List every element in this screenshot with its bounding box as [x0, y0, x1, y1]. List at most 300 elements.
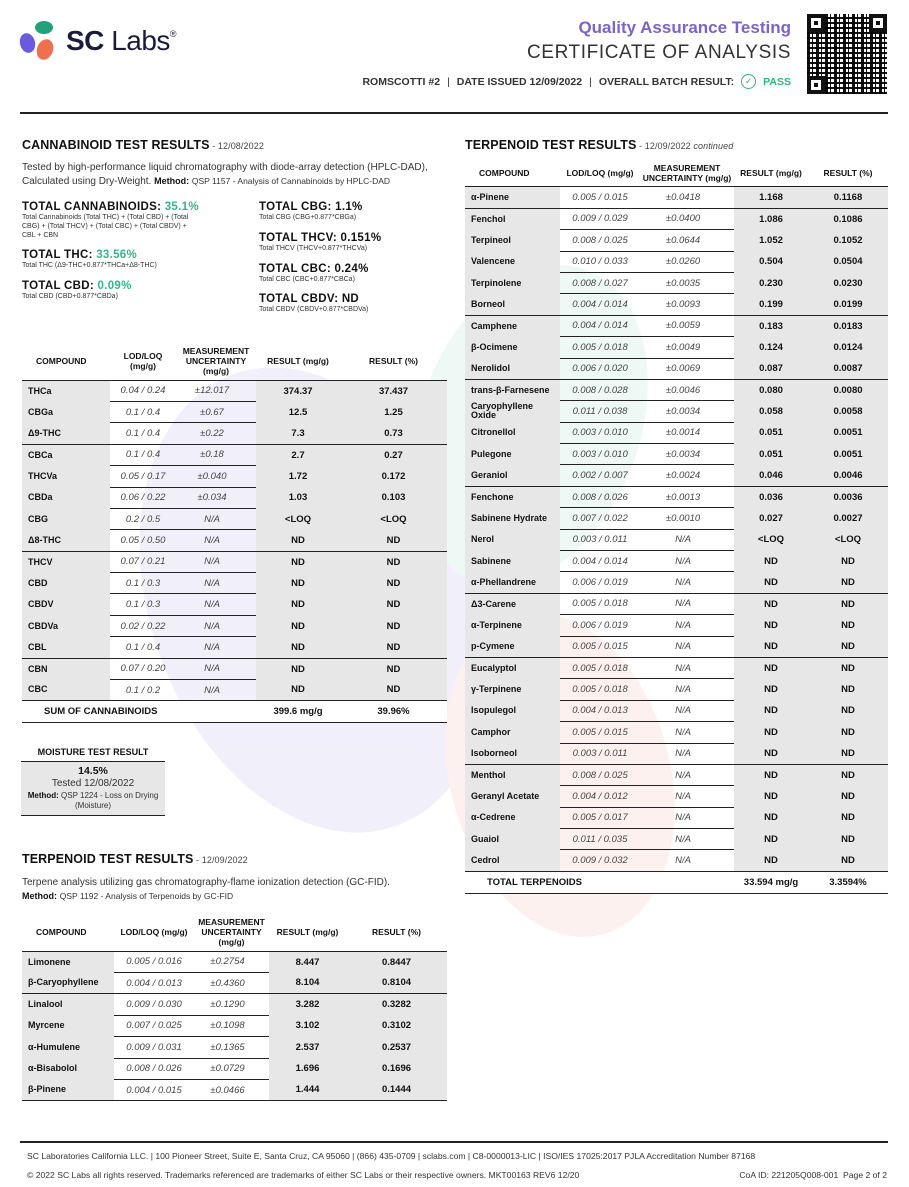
table-header-row	[22, 917, 447, 951]
table-row	[22, 594, 447, 615]
uncertainty-cell: ±0.0400	[640, 208, 734, 229]
result-pct-cell: ND	[808, 786, 888, 807]
table-row	[465, 700, 888, 721]
compound-cell: CBCa	[22, 444, 110, 465]
compound-cell: Camphene	[465, 315, 560, 336]
result-mg-cell: 7.3	[256, 423, 340, 444]
terpenoid-section	[22, 852, 447, 903]
result-pct-cell: ND	[808, 764, 888, 785]
compound-cell: CBN	[22, 658, 110, 679]
table-header-row	[22, 346, 447, 380]
total-cbdv: TOTAL CBDV: ND Total CBDV (CBDV+0.877*CBDVa)	[259, 293, 369, 314]
uncertainty-cell: N/A	[640, 572, 734, 593]
col-uncertainty: MEASUREMENT UNCERTAINTY (mg/g)	[182, 346, 250, 377]
result-mg-cell: 0.124	[734, 337, 808, 358]
compound-cell: CBDa	[22, 487, 110, 508]
result-pct-cell: ND	[808, 593, 888, 614]
lod-loq-cell: 0.1 / 0.2	[110, 680, 176, 701]
result-pct-cell: 0.3282	[346, 994, 447, 1015]
uncertainty-cell: N/A	[176, 530, 256, 551]
compound-cell: Camphor	[465, 722, 560, 743]
table-row	[465, 272, 888, 293]
table-row	[465, 294, 888, 315]
compound-cell: THCa	[22, 380, 110, 401]
table-row	[465, 572, 888, 593]
table-header-row	[465, 163, 888, 187]
compound-cell: β-Pinene	[22, 1079, 114, 1100]
col-result-mg: RESULT (mg/g)	[740, 168, 802, 179]
lod-loq-cell: 0.004 / 0.014	[560, 294, 640, 315]
lod-loq-cell: 0.1 / 0.4	[110, 423, 176, 444]
table-row	[465, 401, 888, 422]
lod-loq-cell: 0.009 / 0.029	[560, 208, 640, 229]
uncertainty-cell: ±0.0010	[640, 508, 734, 529]
result-pct-cell: 0.0087	[808, 358, 888, 379]
result-pct-cell: 0.73	[340, 423, 447, 444]
compound-cell: α-Humulene	[22, 1037, 114, 1058]
lod-loq-cell: 0.005 / 0.018	[560, 657, 640, 678]
result-pct-cell: 0.1052	[808, 230, 888, 251]
result-pct-cell: ND	[340, 594, 447, 615]
uncertainty-cell: N/A	[176, 658, 256, 679]
table-row	[22, 1015, 447, 1036]
date-issued: DATE ISSUED 12/09/2022	[456, 75, 583, 88]
uncertainty-cell: ±0.0418	[640, 187, 734, 208]
cannabinoid-totals	[22, 201, 447, 324]
uncertainty-cell: N/A	[640, 807, 734, 828]
result-mg-cell: 8.104	[269, 972, 346, 993]
lod-loq-cell: 0.006 / 0.019	[560, 572, 640, 593]
uncertainty-cell: ±0.18	[176, 444, 256, 465]
result-pct-cell: ND	[340, 615, 447, 636]
result-mg-cell: 1.168	[734, 187, 808, 208]
result-mg-cell: 374.37	[256, 380, 340, 401]
compound-cell: β-Ocimene	[465, 337, 560, 358]
result-pct-cell: 0.8104	[346, 972, 447, 993]
result-mg-cell: 0.036	[734, 486, 808, 507]
total-result-mg: 33.594 mg/g	[734, 871, 808, 893]
result-mg-cell: ND	[256, 551, 340, 572]
cannabinoid-title: CANNABINOID TEST RESULTS - 12/08/2022	[22, 138, 264, 152]
total-result-pct: 3.3594%	[808, 871, 888, 893]
table-row	[22, 573, 447, 594]
total-cbg: TOTAL CBG: 1.1% Total CBG (CBG+0.877*CBGa)	[259, 201, 363, 221]
uncertainty-cell: ±0.0046	[640, 379, 734, 400]
compound-cell: Δ3-Carene	[465, 593, 560, 614]
result-pct-cell: 0.0183	[808, 315, 888, 336]
compound-cell: CBDVa	[22, 615, 110, 636]
moisture-method: Method: QSP 1224 - Loss on Drying (Moisture)	[27, 790, 159, 810]
col-result-pct: RESULT (%)	[369, 356, 418, 367]
lod-loq-cell: 0.04 / 0.24	[110, 380, 176, 401]
result-pct-cell: ND	[340, 530, 447, 551]
terpenoid-description: Terpene analysis utilizing gas chromatography-flame ionization detection (GC-FID). Method: QSP 1192 - Analysis of Terpenoids by GC-FID	[22, 877, 390, 901]
compound-cell: α-Terpinene	[465, 615, 560, 636]
result-pct-cell: 0.3102	[346, 1015, 447, 1036]
table-row	[465, 551, 888, 572]
lod-loq-cell: 0.005 / 0.015	[560, 636, 640, 657]
result-pct-cell: 1.25	[340, 401, 447, 422]
result-mg-cell: ND	[256, 530, 340, 551]
result-mg-cell: 0.058	[734, 401, 808, 422]
uncertainty-cell: N/A	[640, 743, 734, 764]
result-pct-cell: ND	[808, 743, 888, 764]
total-result-mg: 399.6 mg/g	[256, 701, 340, 723]
result-mg-cell: ND	[734, 743, 808, 764]
result-pct-cell: ND	[340, 680, 447, 701]
result-mg-cell: ND	[734, 764, 808, 785]
sample-name: ROMSCOTTI #2	[362, 75, 441, 88]
lod-loq-cell: 0.009 / 0.031	[114, 1037, 194, 1058]
lod-loq-cell: 0.006 / 0.020	[560, 358, 640, 379]
result-pct-cell: 0.0080	[808, 379, 888, 400]
table-row	[22, 1079, 447, 1100]
result-pct-cell: ND	[808, 829, 888, 850]
compound-cell: Menthol	[465, 764, 560, 785]
table-row	[22, 1037, 447, 1058]
table-row	[22, 972, 447, 993]
col-result-pct: RESULT (%)	[823, 168, 873, 179]
compound-cell: β-Caryophyllene	[22, 972, 114, 993]
lod-loq-cell: 0.006 / 0.019	[560, 615, 640, 636]
compound-cell: Terpineol	[465, 230, 560, 251]
total-thcv: TOTAL THCV: 0.151% Total THCV (THCV+0.877*THCVa)	[259, 231, 382, 252]
lod-loq-cell: 0.009 / 0.032	[560, 850, 640, 871]
result-pct-cell: ND	[808, 615, 888, 636]
result-mg-cell: 3.102	[269, 1015, 346, 1036]
table-row	[465, 679, 888, 700]
lod-loq-cell: 0.010 / 0.033	[560, 251, 640, 272]
result-mg-cell: 0.046	[734, 465, 808, 486]
table-row	[22, 551, 447, 572]
table-row	[465, 807, 888, 828]
col-result-mg: RESULT (mg/g)	[267, 356, 329, 367]
footer-divider	[20, 1141, 888, 1143]
result-mg-cell: <LOQ	[734, 529, 808, 550]
table-row	[465, 657, 888, 678]
total-result-pct: 39.96%	[340, 701, 447, 723]
table-row	[22, 508, 447, 529]
col-compound: COMPOUND	[479, 168, 530, 179]
result-mg-cell: ND	[734, 829, 808, 850]
lod-loq-cell: 0.1 / 0.4	[110, 637, 176, 658]
compound-cell: Guaiol	[465, 829, 560, 850]
uncertainty-cell: N/A	[640, 829, 734, 850]
uncertainty-cell: ±0.1098	[194, 1015, 269, 1036]
compound-cell: Δ8-THC	[22, 530, 110, 551]
result-pct-cell: 37.437	[340, 380, 447, 401]
table-row	[22, 994, 447, 1015]
uncertainty-cell: ±0.4360	[194, 972, 269, 993]
compound-cell: CBG	[22, 508, 110, 529]
cannabinoid-table	[22, 346, 447, 723]
result-pct-cell: 0.2537	[346, 1037, 447, 1058]
lod-loq-cell: 0.07 / 0.21	[110, 551, 176, 572]
table-row	[465, 829, 888, 850]
batch-result-label: OVERALL BATCH RESULT:	[598, 75, 735, 88]
col-compound: COMPOUND	[36, 927, 87, 938]
result-pct-cell: ND	[808, 657, 888, 678]
result-pct-cell: ND	[808, 636, 888, 657]
result-pct-cell: ND	[808, 551, 888, 572]
result-pct-cell: ND	[340, 658, 447, 679]
total-terpenoids-row	[465, 871, 888, 893]
document-header	[362, 18, 791, 89]
compound-cell: CBC	[22, 680, 110, 701]
compound-cell: Myrcene	[22, 1015, 114, 1036]
lod-loq-cell: 0.007 / 0.022	[560, 508, 640, 529]
table-row	[22, 401, 447, 422]
qa-title: Quality Assurance Testing	[578, 18, 791, 37]
lod-loq-cell: 0.011 / 0.035	[560, 829, 640, 850]
table-row	[22, 680, 447, 701]
cannabinoid-table-wrap	[22, 346, 447, 723]
uncertainty-cell: N/A	[640, 764, 734, 785]
lod-loq-cell: 0.008 / 0.028	[560, 379, 640, 400]
compound-cell: Citronellol	[465, 422, 560, 443]
result-pct-cell: 0.0058	[808, 401, 888, 422]
table-row	[465, 486, 888, 507]
table-row	[22, 951, 447, 972]
compound-cell: Borneol	[465, 294, 560, 315]
document-title: CERTIFICATE OF ANALYSIS	[526, 42, 791, 63]
terpenoid-table-left-wrap	[22, 917, 447, 1101]
lod-loq-cell: 0.005 / 0.018	[560, 593, 640, 614]
lod-loq-cell: 0.008 / 0.026	[114, 1058, 194, 1079]
col-compound: COMPOUND	[36, 356, 87, 367]
result-mg-cell: 0.087	[734, 358, 808, 379]
table-row	[22, 637, 447, 658]
result-mg-cell: 0.504	[734, 251, 808, 272]
lod-loq-cell: 0.008 / 0.026	[560, 486, 640, 507]
result-pct-cell: 0.1086	[808, 208, 888, 229]
lod-loq-cell: 0.004 / 0.014	[560, 551, 640, 572]
result-pct-cell: 0.1444	[346, 1079, 447, 1100]
uncertainty-cell: ±0.2754	[194, 951, 269, 972]
lod-loq-cell: 0.06 / 0.22	[110, 487, 176, 508]
compound-cell: Sabinene Hydrate	[465, 508, 560, 529]
uncertainty-cell: N/A	[176, 680, 256, 701]
result-pct-cell: 0.27	[340, 444, 447, 465]
result-mg-cell: 0.199	[734, 294, 808, 315]
uncertainty-cell: ±0.1365	[194, 1037, 269, 1058]
lod-loq-cell: 0.008 / 0.025	[560, 764, 640, 785]
col-uncertainty: MEASUREMENT UNCERTAINTY (mg/g)	[642, 163, 732, 184]
uncertainty-cell: ±0.0035	[640, 272, 734, 293]
uncertainty-cell: ±0.0644	[640, 230, 734, 251]
lod-loq-cell: 0.004 / 0.012	[560, 786, 640, 807]
compound-cell: CBGa	[22, 401, 110, 422]
result-mg-cell: ND	[734, 593, 808, 614]
table-row	[465, 444, 888, 465]
result-mg-cell: ND	[256, 658, 340, 679]
result-pct-cell: 0.0046	[808, 465, 888, 486]
table-row	[465, 465, 888, 486]
uncertainty-cell: ±0.0093	[640, 294, 734, 315]
result-mg-cell: ND	[256, 680, 340, 701]
lod-loq-cell: 0.005 / 0.018	[560, 337, 640, 358]
lod-loq-cell: 0.005 / 0.015	[560, 722, 640, 743]
result-pct-cell: ND	[808, 572, 888, 593]
lod-loq-cell: 0.005 / 0.016	[114, 951, 194, 972]
col-result-mg: RESULT (mg/g)	[276, 927, 339, 938]
uncertainty-cell: N/A	[640, 722, 734, 743]
result-pct-cell: 0.0124	[808, 337, 888, 358]
page-number: Page 2 of 2	[843, 1170, 887, 1180]
uncertainty-cell: N/A	[640, 636, 734, 657]
result-mg-cell: ND	[734, 679, 808, 700]
result-mg-cell: 1.086	[734, 208, 808, 229]
table-row	[22, 423, 447, 444]
lod-loq-cell: 0.05 / 0.50	[110, 530, 176, 551]
compound-cell: Eucalyptol	[465, 657, 560, 678]
result-pct-cell: ND	[808, 850, 888, 871]
result-mg-cell: 1.052	[734, 230, 808, 251]
uncertainty-cell: ±0.0014	[640, 422, 734, 443]
cannabinoid-section	[22, 138, 447, 324]
lod-loq-cell: 0.05 / 0.17	[110, 466, 176, 487]
col-uncertainty: MEASUREMENT UNCERTAINTY (mg/g)	[198, 917, 265, 948]
batch-meta: ROMSCOTTI #2 | DATE ISSUED 12/09/2022 | OVERALL BATCH RESULT: ✓ PASS	[362, 75, 791, 88]
table-row	[22, 615, 447, 636]
uncertainty-cell: ±0.0034	[640, 444, 734, 465]
compound-cell: Limonene	[22, 951, 114, 972]
result-pct-cell: ND	[808, 700, 888, 721]
terpenoid-table-right-wrap	[465, 163, 888, 894]
compound-cell: Nerolidol	[465, 358, 560, 379]
result-pct-cell: 0.1696	[346, 1058, 447, 1079]
result-pct-cell: ND	[808, 722, 888, 743]
table-row	[22, 444, 447, 465]
compound-cell: Geraniol	[465, 465, 560, 486]
compound-cell: γ-Terpinene	[465, 679, 560, 700]
table-row	[465, 722, 888, 743]
uncertainty-cell: N/A	[176, 637, 256, 658]
result-mg-cell: <LOQ	[256, 508, 340, 529]
uncertainty-cell: N/A	[176, 594, 256, 615]
table-row	[465, 187, 888, 208]
result-mg-cell: 0.027	[734, 508, 808, 529]
compound-cell: Isopulegol	[465, 700, 560, 721]
result-mg-cell: ND	[734, 722, 808, 743]
coa-id: CoA ID: 221205Q008-001	[739, 1170, 839, 1180]
table-row	[465, 615, 888, 636]
uncertainty-cell: N/A	[640, 615, 734, 636]
compound-cell: Cedrol	[465, 850, 560, 871]
compound-cell: α-Phellandrene	[465, 572, 560, 593]
terpenoid-table-right	[465, 163, 888, 894]
lod-loq-cell: 0.002 / 0.007	[560, 465, 640, 486]
result-pct-cell: <LOQ	[808, 529, 888, 550]
lod-loq-cell: 0.02 / 0.22	[110, 615, 176, 636]
table-row	[465, 636, 888, 657]
compound-cell: α-Cedrene	[465, 807, 560, 828]
compound-cell: Valencene	[465, 251, 560, 272]
moisture-tested-date: Tested 12/08/2022	[51, 778, 135, 790]
result-mg-cell: 2.7	[256, 444, 340, 465]
table-row	[465, 315, 888, 336]
qr-code-icon[interactable]	[807, 14, 887, 94]
uncertainty-cell: ±0.1290	[194, 994, 269, 1015]
result-mg-cell: ND	[734, 636, 808, 657]
table-row	[465, 764, 888, 785]
compound-cell: CBL	[22, 637, 110, 658]
lod-loq-cell: 0.1 / 0.4	[110, 444, 176, 465]
result-pct-cell: 0.1168	[808, 187, 888, 208]
total-label: SUM OF CANNABINOIDS	[22, 701, 256, 723]
compound-cell: Fenchol	[465, 208, 560, 229]
result-pct-cell: <LOQ	[340, 508, 447, 529]
compound-cell: Nerol	[465, 529, 560, 550]
result-mg-cell: ND	[734, 657, 808, 678]
compound-cell: p-Cymene	[465, 636, 560, 657]
result-pct-cell: ND	[808, 807, 888, 828]
cannabinoid-description: Tested by high-performance liquid chromatography with diode-array detection (HPLC-DAD), Calculated using Dry-Weight. Method: QSP 1157 - Analysis of Cannabinoids by HPLC-DAD	[22, 162, 428, 187]
moisture-result	[21, 747, 165, 816]
result-mg-cell: ND	[734, 807, 808, 828]
terpenoid-continued-title: TERPENOID TEST RESULTS - 12/09/2022 continued	[465, 138, 734, 152]
result-pct-cell: 0.0036	[808, 486, 888, 507]
result-mg-cell: 0.051	[734, 444, 808, 465]
uncertainty-cell: ±0.22	[176, 423, 256, 444]
sc-labs-logo	[18, 20, 176, 62]
terpenoid-continued-section	[465, 138, 888, 152]
result-mg-cell: 0.183	[734, 315, 808, 336]
result-mg-cell: ND	[734, 786, 808, 807]
table-row	[465, 208, 888, 229]
uncertainty-cell: N/A	[640, 593, 734, 614]
lod-loq-cell: 0.003 / 0.010	[560, 444, 640, 465]
lod-loq-cell: 0.07 / 0.20	[110, 658, 176, 679]
uncertainty-cell: N/A	[176, 573, 256, 594]
compound-cell: THCVa	[22, 466, 110, 487]
table-row	[465, 422, 888, 443]
compound-cell: Linalool	[22, 994, 114, 1015]
table-row	[22, 1058, 447, 1079]
uncertainty-cell: N/A	[176, 508, 256, 529]
result-mg-cell: ND	[734, 572, 808, 593]
lod-loq-cell: 0.003 / 0.011	[560, 743, 640, 764]
result-mg-cell: ND	[734, 850, 808, 871]
uncertainty-cell: ±0.0260	[640, 251, 734, 272]
table-row	[22, 466, 447, 487]
col-result-pct: RESULT (%)	[372, 927, 421, 938]
footer-coa-page	[739, 1170, 887, 1180]
lod-loq-cell: 0.004 / 0.013	[114, 972, 194, 993]
uncertainty-cell: N/A	[640, 551, 734, 572]
result-mg-cell: 12.5	[256, 401, 340, 422]
uncertainty-cell: N/A	[176, 615, 256, 636]
total-cbd: TOTAL CBD: 0.09% Total CBD (CBD+0.877*CBDa)	[22, 280, 132, 300]
result-pct-cell: 0.0051	[808, 422, 888, 443]
uncertainty-cell: ±0.0069	[640, 358, 734, 379]
lod-loq-cell: 0.007 / 0.025	[114, 1015, 194, 1036]
table-row	[465, 358, 888, 379]
lod-loq-cell: 0.004 / 0.014	[560, 315, 640, 336]
lod-loq-cell: 0.008 / 0.025	[560, 230, 640, 251]
uncertainty-cell: ±0.0729	[194, 1058, 269, 1079]
lod-loq-cell: 0.005 / 0.015	[560, 187, 640, 208]
compound-cell: α-Pinene	[465, 187, 560, 208]
table-row	[465, 786, 888, 807]
uncertainty-cell: ±12.017	[176, 380, 256, 401]
lod-loq-cell: 0.009 / 0.030	[114, 994, 194, 1015]
table-row	[22, 380, 447, 401]
table-row	[465, 850, 888, 871]
header-divider	[20, 112, 888, 114]
uncertainty-cell: ±0.67	[176, 401, 256, 422]
result-mg-cell: 2.537	[269, 1037, 346, 1058]
